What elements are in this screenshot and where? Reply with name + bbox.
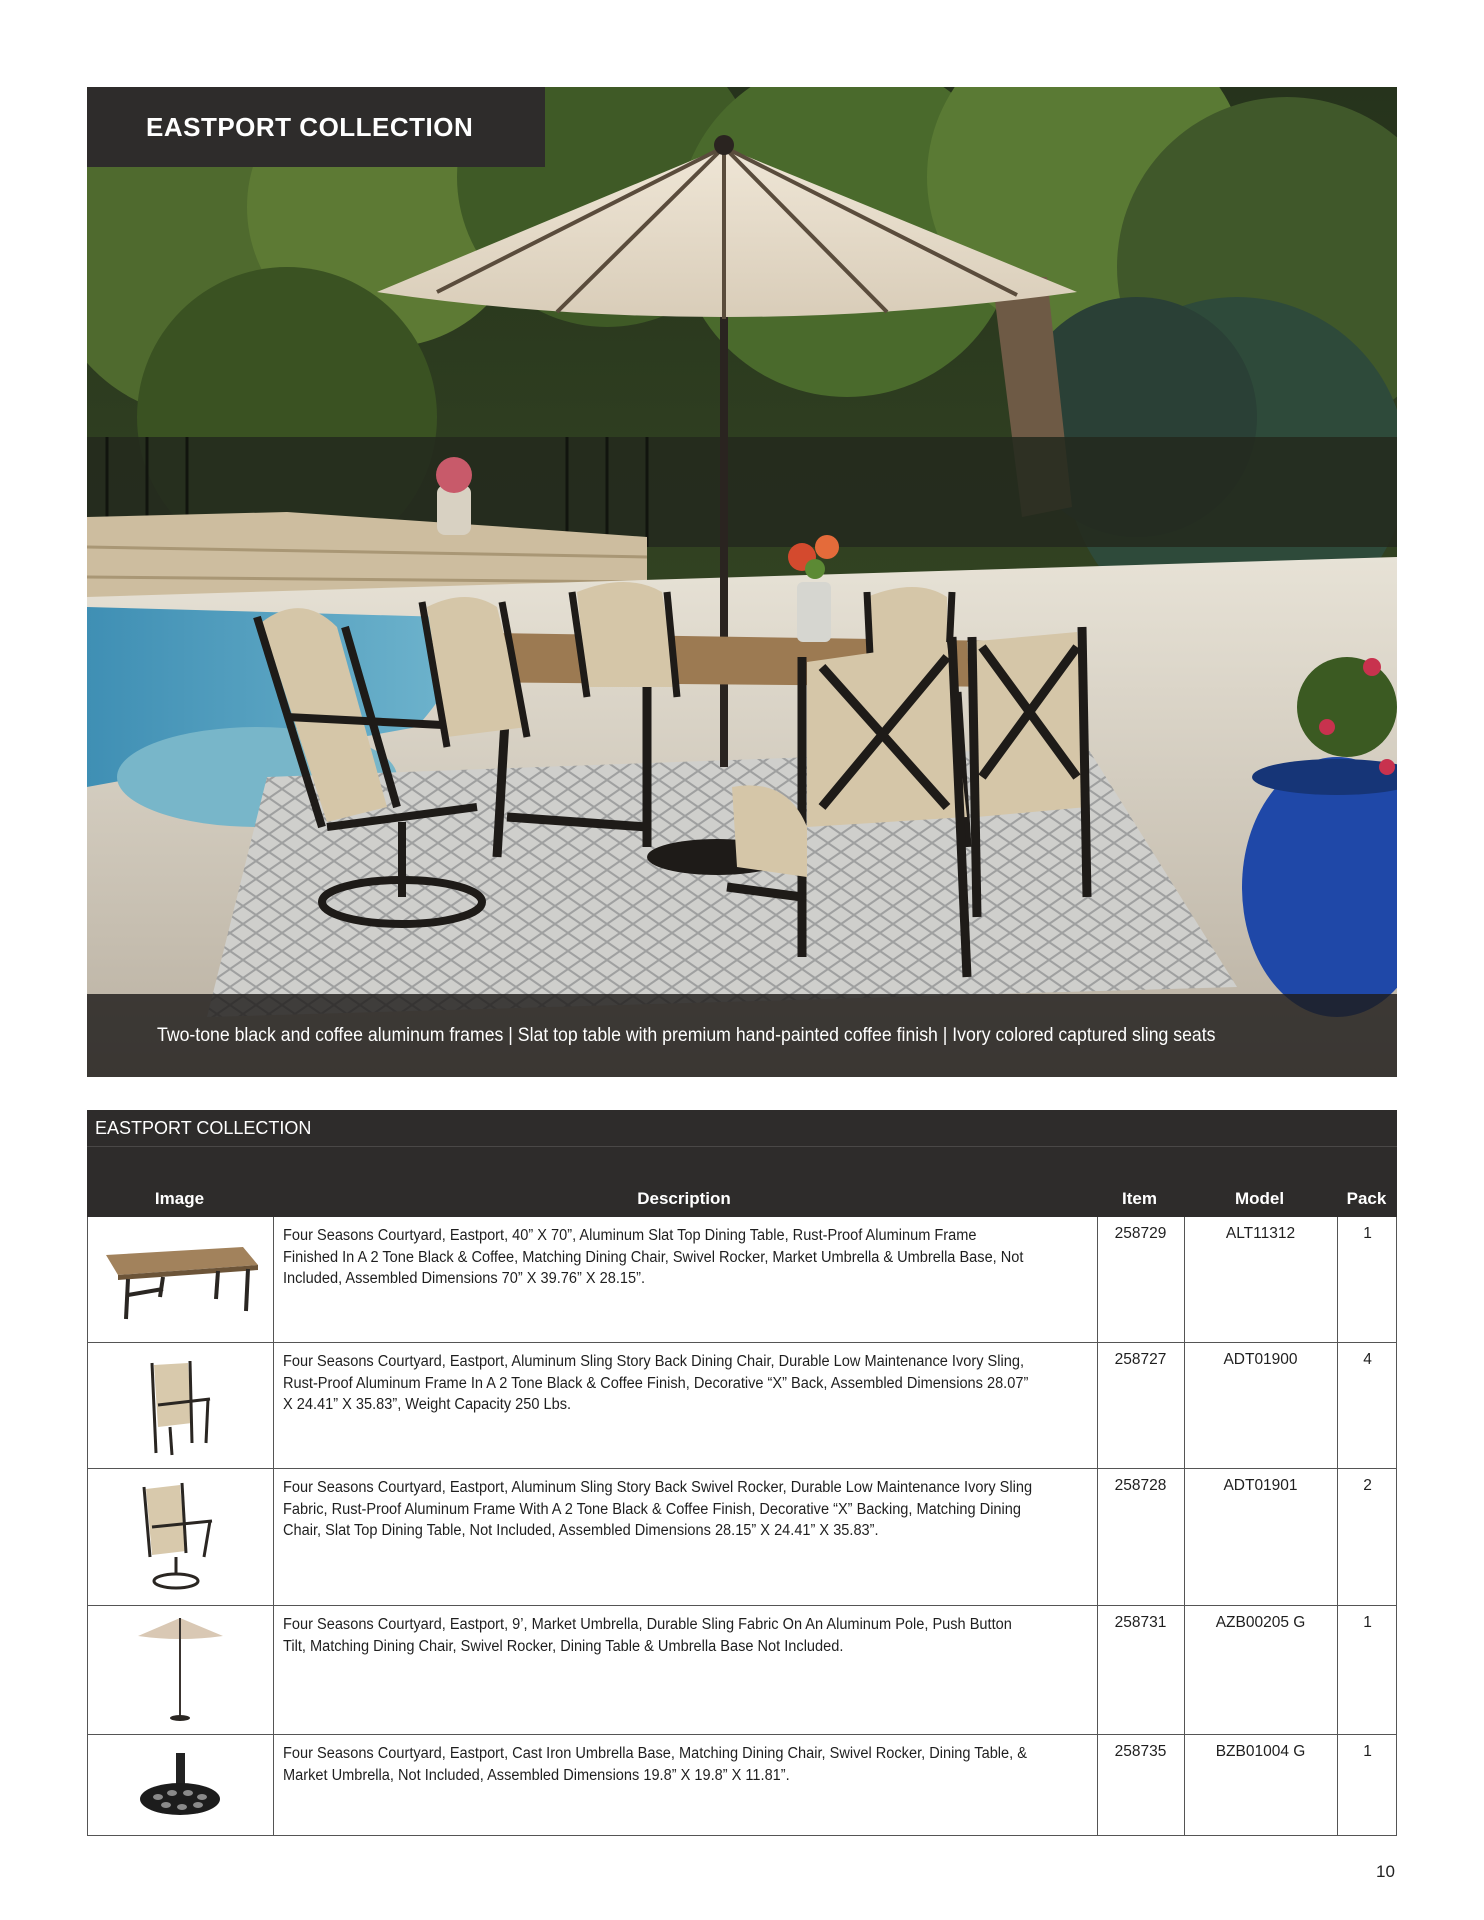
row-item: 258735	[1114, 1743, 1167, 1760]
table-row	[88, 1735, 1396, 1836]
hero-title-box	[87, 87, 545, 167]
hero-photo	[87, 87, 1397, 1077]
row-pack: 1	[1363, 1743, 1372, 1760]
image-cell	[88, 1343, 274, 1468]
header-pack: Pack	[1346, 1189, 1387, 1208]
item-cell	[1097, 1606, 1185, 1734]
header-image: Image	[154, 1189, 205, 1208]
product-table	[87, 1110, 1397, 1836]
row-description: Four Seasons Courtyard, Eastport, 40” X 70”, Aluminum Slat Top Dining Table, Rust-Proof Aluminum Frame Finished In A 2 Tone Black & Coffee, Matching Dining Chair, Swivel Rocker, Market Umbrella & Umbrella Base, Not Included, Assembled Dimensions 70” X 39.76” X 28.15”.	[283, 1227, 1024, 1287]
description-cell	[273, 1469, 1098, 1605]
image-cell	[88, 1217, 274, 1342]
swivel-rocker-thumbnail	[88, 1469, 273, 1605]
table-row	[88, 1469, 1396, 1606]
market-umbrella-thumbnail	[88, 1606, 273, 1734]
dining-table-thumbnail	[88, 1217, 273, 1342]
row-item: 258727	[1114, 1351, 1167, 1368]
table-title-bar	[87, 1110, 1397, 1146]
patio-scene-illustration	[87, 87, 1397, 1077]
hero-caption-band	[87, 994, 1397, 1077]
table-row	[88, 1606, 1396, 1735]
table-row	[88, 1217, 1396, 1343]
table-header	[87, 1146, 1397, 1217]
description-cell	[273, 1343, 1098, 1468]
item-cell	[1097, 1343, 1185, 1468]
model-cell	[1184, 1469, 1338, 1605]
item-cell	[1097, 1469, 1185, 1605]
description-cell	[273, 1606, 1098, 1734]
pack-cell	[1337, 1469, 1398, 1605]
pack-cell	[1337, 1343, 1398, 1468]
hero-title: EASTPORT COLLECTION	[146, 111, 474, 142]
description-cell	[273, 1217, 1098, 1342]
hero-caption: Two-tone black and coffee aluminum frames | Slat top table with premium hand-painted coffee finish | Ivory colored captured sling seats	[157, 1024, 1216, 1046]
row-pack: 1	[1363, 1614, 1372, 1631]
description-cell	[273, 1735, 1098, 1835]
row-item: 258729	[1114, 1225, 1167, 1242]
row-description: Four Seasons Courtyard, Eastport, 9’, Market Umbrella, Durable Sling Fabric On An Aluminum Pole, Push Button Tilt, Matching Dining Chair, Swivel Rocker, Dining Table & Umbrella Base Not Included.	[283, 1616, 1012, 1655]
pack-cell	[1337, 1217, 1398, 1342]
row-pack: 2	[1363, 1477, 1372, 1494]
dining-chair-thumbnail	[88, 1343, 273, 1468]
model-cell	[1184, 1217, 1338, 1342]
row-description: Four Seasons Courtyard, Eastport, Aluminum Sling Story Back Swivel Rocker, Durable Low Maintenance Ivory Sling Fabric, Rust-Proof Aluminum Frame With A 2 Tone Black & Coffee Finish, Decorative “X” Backing, Matching Dining Chair, Slat Top Dining Table, Not Included, Assembled Dimensions 28.15” X 24.41” X 35.83”.	[283, 1479, 1033, 1539]
table-row	[88, 1343, 1396, 1469]
row-pack: 1	[1363, 1225, 1372, 1242]
image-cell	[88, 1606, 274, 1734]
item-cell	[1097, 1217, 1185, 1342]
row-description: Four Seasons Courtyard, Eastport, Cast Iron Umbrella Base, Matching Dining Chair, Swivel Rocker, Dining Table, & Market Umbrella, Not Included, Assembled Dimensions 19.8” X 19.8” X 11.81”.	[283, 1745, 1027, 1784]
header-description: Description	[637, 1189, 731, 1208]
row-model: ADT01900	[1223, 1351, 1298, 1368]
image-cell	[88, 1469, 274, 1605]
row-model: BZB01004 G	[1215, 1743, 1306, 1760]
model-cell	[1184, 1735, 1338, 1835]
row-model: ALT11312	[1225, 1225, 1296, 1242]
model-cell	[1184, 1343, 1338, 1468]
header-item: Item	[1122, 1189, 1157, 1208]
image-cell	[88, 1735, 274, 1835]
row-item: 258731	[1114, 1614, 1167, 1631]
pack-cell	[1337, 1606, 1398, 1734]
row-pack: 4	[1363, 1351, 1372, 1368]
umbrella-base-thumbnail	[88, 1735, 273, 1835]
header-model: Model	[1234, 1189, 1285, 1208]
table-title: EASTPORT COLLECTION	[95, 1117, 312, 1138]
row-model: AZB00205 G	[1215, 1614, 1306, 1631]
pack-cell	[1337, 1735, 1398, 1835]
item-cell	[1097, 1735, 1185, 1835]
row-description: Four Seasons Courtyard, Eastport, Aluminum Sling Story Back Dining Chair, Durable Low Maintenance Ivory Sling, Rust-Proof Aluminum Frame In A 2 Tone Black & Coffee Finish, Decorative “X” Back, Assembled Dimensions 28.07” X 24.41” X 35.83”, Weight Capacity 250 Lbs.	[283, 1353, 1029, 1413]
table-body	[87, 1217, 1397, 1836]
row-model: ADT01901	[1223, 1477, 1298, 1494]
page-number: 10	[1376, 1862, 1395, 1881]
row-item: 258728	[1114, 1477, 1167, 1494]
model-cell	[1184, 1606, 1338, 1734]
